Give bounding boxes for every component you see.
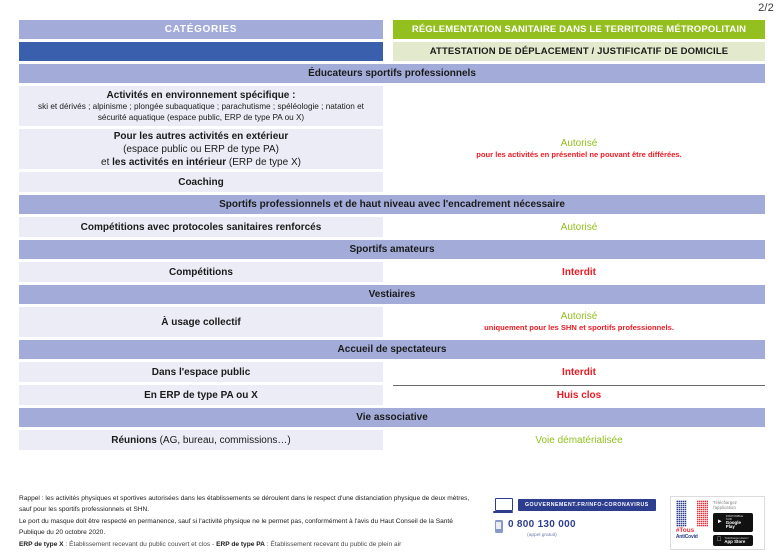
value-cell-voie-dematerialisee xyxy=(393,430,765,450)
regulation-table xyxy=(19,20,765,453)
row-title-line2: (espace public ou ERP de type PA) xyxy=(123,143,279,155)
value-cell-interdit-spectateurs xyxy=(393,362,765,382)
google-play-icon: ► xyxy=(716,519,723,526)
section-band-vestiaires: Vestiaires xyxy=(19,285,765,304)
google-play-big: Google Play xyxy=(725,519,741,530)
category-activites-environnement-specifique xyxy=(19,86,383,126)
category-espace-public xyxy=(19,362,383,382)
row-title xyxy=(111,434,291,447)
footer-erp-pa-label: ERP de type PA xyxy=(216,540,265,548)
row-title-line3-b: les activités en intérieur xyxy=(112,156,227,168)
row-title: À usage collectif xyxy=(161,316,241,328)
tousanticovid-logo xyxy=(676,500,708,540)
column-gap xyxy=(383,362,393,382)
status-value: Huis clos xyxy=(556,390,602,401)
google-play-small: DISPONIBLE SUR xyxy=(725,514,744,521)
footer-erp-pa-text: : Établissement recevant du public de plein air xyxy=(264,540,402,548)
row-subtitle: ski et dérivés ; alpinisme ; plongée subaquatique ; parachutisme ; spéléologie ; natation et sécurité aquatique (espace public, ERP de type PA ou X) xyxy=(38,101,364,122)
column-gap xyxy=(383,262,393,282)
row-title-line3-c: (ERP de type X) xyxy=(226,156,301,168)
column-gap xyxy=(383,172,393,192)
footer-erp-x-text: : Établissement recevant du public couvert et clos - xyxy=(63,540,217,548)
phone-number: 0 800 130 000 xyxy=(507,519,576,530)
status-note: pour les activités en présentiel ne pouvant être différées. xyxy=(476,150,682,160)
value-cell-autorise-vestiaires xyxy=(393,307,765,337)
footer-line-1: Rappel : les activités physiques et sportives autorisées dans les établissements se déroulent dans le respect d'une distanciation physique de deux mètres, xyxy=(19,495,470,502)
status-value: Interdit xyxy=(562,266,596,278)
tousanticovid-block xyxy=(670,496,765,550)
phone-subtext: (appel gratuit) xyxy=(527,533,557,538)
table-row xyxy=(19,262,765,282)
table-row xyxy=(19,385,765,405)
table-row xyxy=(19,86,765,126)
row-title: Coaching xyxy=(178,176,224,188)
footer-logos xyxy=(495,496,765,550)
phone-icon xyxy=(495,520,503,533)
category-autres-activites xyxy=(19,129,383,169)
value-cell-autorise-competitions xyxy=(393,217,765,237)
qr-code-icon xyxy=(676,500,708,527)
tousanticovid-line2: AntiCovid xyxy=(675,533,698,540)
tousanticovid-wordmark xyxy=(676,528,708,540)
category-competitions-protocoles xyxy=(19,217,383,237)
header-regulation: RÉGLEMENTATION SANITAIRE DANS LE TERRITOIRE MÉTROPOLITAIN xyxy=(393,20,765,39)
footer-line-4: Publique du 20 octobre 2020. xyxy=(19,529,106,537)
value-cell-huis-clos xyxy=(393,385,765,405)
stores-heading: Téléchargez l'application xyxy=(712,500,737,510)
value-cell-autorise-educateurs xyxy=(393,129,765,169)
app-store-big: App Store xyxy=(719,538,741,544)
status-note: uniquement pour les SHN et sportifs professionnels. xyxy=(484,323,674,333)
app-store-text xyxy=(719,535,749,544)
footer-line-5 xyxy=(19,540,495,550)
row-title: Activités en environnement spécifique : xyxy=(106,89,296,101)
section-band-vie-associative: Vie associative xyxy=(19,408,765,427)
column-gap xyxy=(383,217,393,237)
table-header-row-2 xyxy=(19,42,765,61)
app-store-badges xyxy=(713,500,759,546)
row-title-bold: Réunions xyxy=(111,434,157,446)
column-gap xyxy=(383,42,393,61)
status-value: Autorisé xyxy=(560,311,598,323)
footer xyxy=(19,494,765,551)
table-row xyxy=(19,307,765,337)
category-reunions xyxy=(19,430,383,450)
column-gap xyxy=(383,129,393,169)
app-store-badge[interactable] xyxy=(713,535,753,546)
header-attestation: ATTESTATION DE DÉPLACEMENT / JUSTIFICATIF DE DOMICILE xyxy=(393,42,765,61)
app-store-small: Télécharger dans l' xyxy=(719,535,745,540)
row-title: Dans l'espace public xyxy=(151,366,251,378)
column-gap xyxy=(383,86,393,126)
table-row xyxy=(19,172,765,192)
header-blue-bar xyxy=(19,42,383,61)
status-value: Autorisé xyxy=(560,138,598,150)
google-play-badge[interactable] xyxy=(713,513,753,532)
value-cell-empty xyxy=(393,172,765,192)
column-gap xyxy=(383,307,393,337)
value-cell-empty xyxy=(393,86,765,126)
row-title-line1: Pour les autres activités en extérieur xyxy=(113,130,289,142)
category-coaching xyxy=(19,172,383,192)
section-band-sportifs-professionnels: Sportifs professionnels et de haut niveau avec l'encadrement nécessaire xyxy=(19,195,765,214)
phone-block xyxy=(508,514,576,539)
laptop-icon xyxy=(495,498,513,511)
header-categories: CATÉGORIES xyxy=(19,20,383,39)
value-cell-interdit-competitions xyxy=(393,262,765,282)
table-row xyxy=(19,430,765,450)
row-title: Compétitions xyxy=(169,266,233,278)
page-number: 2/2 xyxy=(758,2,774,14)
footer-erp-x-label: ERP de type X xyxy=(19,540,64,548)
status-value: Interdit xyxy=(562,366,596,378)
section-band-accueil-spectateurs: Accueil de spectateurs xyxy=(19,340,765,359)
table-row xyxy=(19,362,765,382)
tousanticovid-line1: #Tous xyxy=(675,527,695,534)
section-band-educateurs: Éducateurs sportifs professionnels xyxy=(19,64,765,83)
gouv-website-line xyxy=(495,498,656,511)
category-competitions-amateurs xyxy=(19,262,383,282)
google-play-text xyxy=(726,515,749,530)
gouvernement-info-block xyxy=(495,496,656,539)
category-erp-pa-ou-x xyxy=(19,385,383,405)
status-value: Autorisé xyxy=(560,221,598,233)
footer-line-3: Le port du masque doit être respecté en permanence, sauf si l'activité physique ne le permet pas, conformément à l'avis du Haut Conseil de la Santé xyxy=(19,517,453,525)
gouv-phone-line xyxy=(495,514,656,539)
gouv-url-badge[interactable]: GOUVERNEMENT.FR/INFO-CORONAVIRUS xyxy=(518,499,656,511)
row-title: Compétitions avec protocoles sanitaires renforcés xyxy=(80,221,322,233)
column-gap xyxy=(383,20,393,39)
apple-icon xyxy=(717,537,722,543)
section-band-sportifs-amateurs: Sportifs amateurs xyxy=(19,240,765,259)
table-row xyxy=(19,217,765,237)
row-title-rest: (AG, bureau, commissions…) xyxy=(156,434,291,446)
column-gap xyxy=(383,385,393,405)
row-title-line3-a: et xyxy=(101,156,113,168)
category-usage-collectif xyxy=(19,307,383,337)
column-gap xyxy=(383,430,393,450)
status-value: Voie dématérialisée xyxy=(535,434,623,446)
footer-text xyxy=(19,494,495,551)
footer-line-2: sauf pour les sportifs professionnels et SHN. xyxy=(19,506,150,514)
row-title-line3 xyxy=(101,156,301,169)
table-header-row-1 xyxy=(19,20,765,39)
table-row xyxy=(19,129,765,169)
row-title: En ERP de type PA ou X xyxy=(144,389,258,401)
